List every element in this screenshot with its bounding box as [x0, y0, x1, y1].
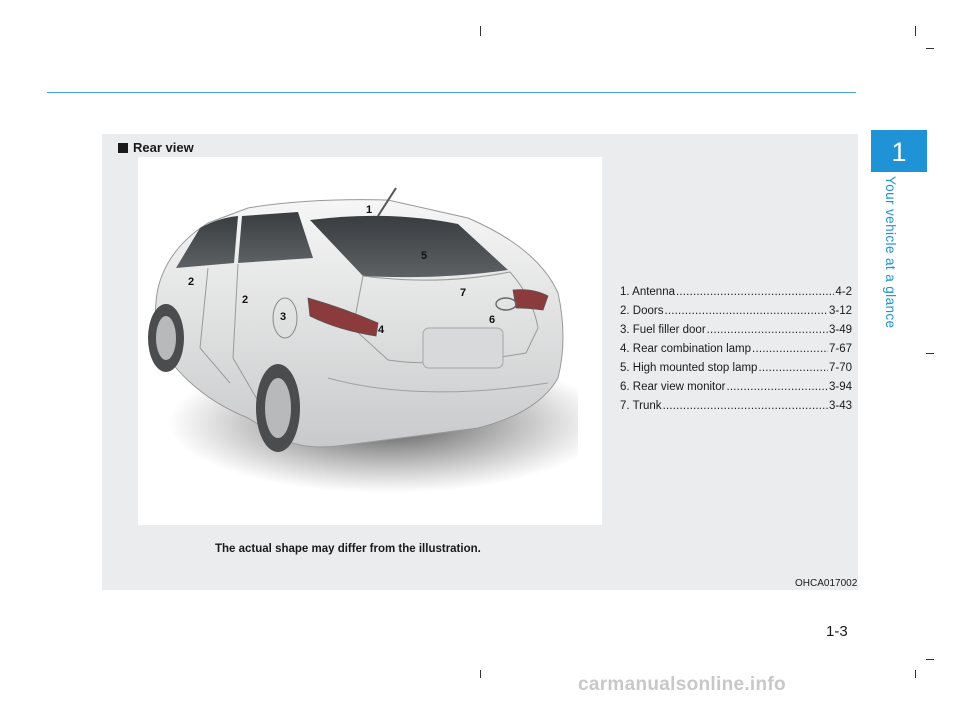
car-rear-illustration — [138, 178, 578, 498]
page-reference: 7-70 — [828, 362, 852, 374]
list-item[interactable]: 1. Antenna ..... 4-2 — [620, 283, 852, 302]
callout-5: 5 — [421, 250, 428, 262]
license-plate-area — [423, 328, 503, 368]
square-bullet-icon — [118, 143, 128, 153]
page-number: 1-3 — [826, 623, 848, 640]
list-item[interactable]: 4. Rear combination lamp ..... 7-67 — [620, 340, 852, 359]
section-heading — [118, 140, 194, 155]
callout-2-front-door: 2 — [188, 276, 195, 288]
callout-4: 4 — [378, 324, 385, 336]
crop-mark — [926, 659, 934, 660]
page-reference: 3-12 — [828, 305, 852, 317]
callout-2-rear-door: 2 — [242, 294, 249, 306]
page-reference: 3-43 — [828, 400, 852, 412]
callout-7: 7 — [460, 287, 467, 299]
list-item[interactable]: 2. Doors ..... 3-12 — [620, 302, 852, 321]
wheel — [265, 378, 291, 438]
list-item[interactable]: 7. Trunk ..... 3-43 — [620, 397, 852, 416]
crop-mark — [915, 26, 916, 36]
crop-mark — [480, 26, 481, 36]
callout-3: 3 — [280, 311, 287, 323]
page-reference: 4-2 — [835, 286, 852, 298]
callout-1: 1 — [366, 204, 373, 216]
parts-list — [620, 283, 852, 416]
illustration-caption: The actual shape may differ from the illustration. — [215, 543, 481, 555]
chapter-title: Your vehicle at a glance — [883, 176, 898, 329]
page-reference: 3-49 — [828, 324, 852, 336]
watermark[interactable]: carmanualsonline.info — [578, 674, 786, 695]
list-item[interactable]: 3. Fuel filler door ..... 3-49 — [620, 321, 852, 340]
image-code: OHCA017002 — [795, 578, 858, 589]
chapter-tab[interactable]: 1 — [871, 130, 927, 172]
page-reference: 3-94 — [828, 381, 852, 393]
crop-mark — [915, 670, 916, 678]
section-title: Rear view — [133, 140, 194, 155]
crop-mark — [480, 670, 481, 678]
wheel — [156, 316, 176, 360]
header-rule — [47, 92, 856, 93]
callout-6: 6 — [489, 314, 496, 326]
crop-mark — [926, 353, 934, 354]
page-reference: 7-67 — [828, 343, 852, 355]
crop-mark — [926, 48, 934, 49]
list-item[interactable]: 6. Rear view monitor ..... 3-94 — [620, 378, 852, 397]
list-item[interactable]: 5. High mounted stop lamp ..... 7-70 — [620, 359, 852, 378]
